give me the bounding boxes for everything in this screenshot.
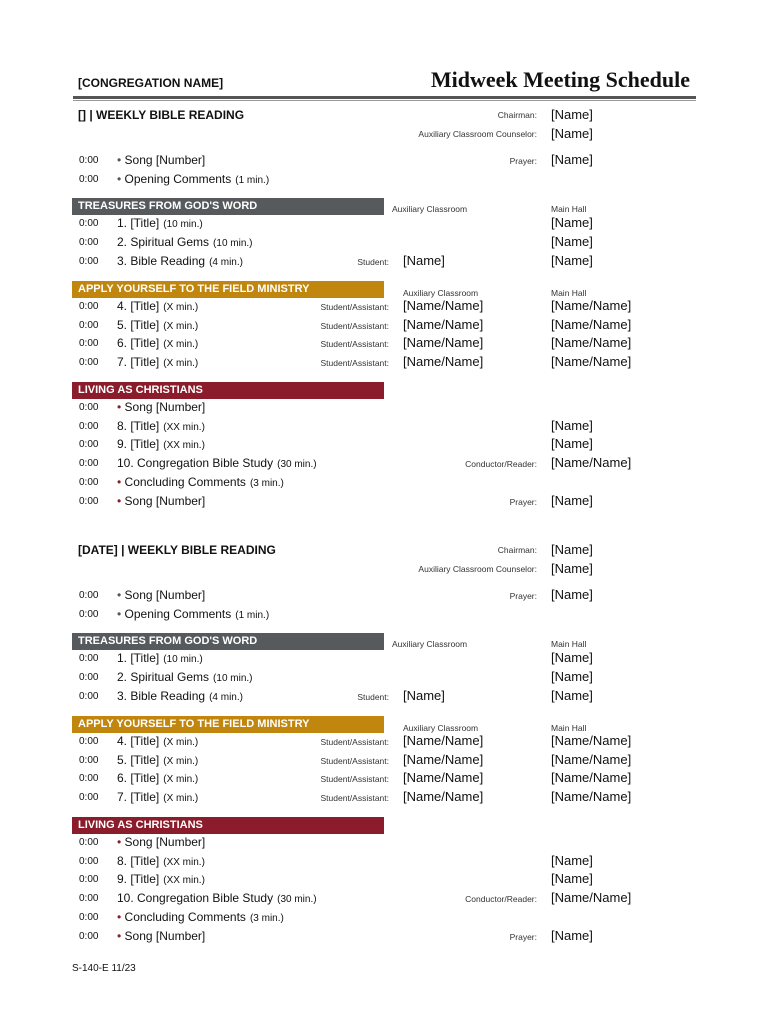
student-label: Student: [357, 692, 389, 702]
item-time: 0:00 [79, 855, 99, 867]
item-time: 0:00 [79, 736, 99, 747]
col-aux-classroom: Auxiliary Classroom [392, 204, 468, 214]
col-main-hall: Main Hall [551, 723, 587, 733]
list-item [0, 254, 768, 273]
item-time: 0:00 [79, 357, 99, 369]
list-item [0, 299, 768, 318]
item-title [117, 172, 269, 186]
item-title [117, 771, 198, 785]
role-label: Conductor/Reader: [465, 459, 537, 470]
aux-name: [Name/Name] [403, 316, 484, 332]
congregation-name: [CONGREGATION NAME] [78, 76, 224, 90]
item-duration: (3 min.) [249, 477, 284, 489]
chairman-name: [Name] [551, 107, 593, 122]
col-aux-classroom: Auxiliary Classroom [392, 639, 468, 649]
item-time: 0:00 [79, 458, 99, 470]
item-title [117, 475, 284, 489]
item-text: 2. Spiritual Gems [117, 235, 210, 249]
list-item [0, 318, 768, 337]
list-item [0, 689, 768, 708]
item-time: 0:00 [79, 609, 99, 620]
list-item [0, 607, 768, 626]
student-assistant-label: Student/Assistant: [320, 793, 389, 804]
aux-name: [Name/Name] [403, 733, 484, 748]
item-time: 0:00 [79, 930, 99, 942]
section-bar-ministry: APPLY YOURSELF TO THE FIELD MINISTRY [72, 716, 384, 733]
list-item [0, 929, 768, 948]
item-duration: (XX min.) [163, 421, 205, 433]
aux-name: [Name/Name] [403, 789, 484, 805]
item-text: Concluding Comments [124, 474, 246, 489]
item-duration: (X min.) [163, 358, 199, 370]
role-label: Prayer: [509, 496, 537, 507]
item-title [117, 318, 198, 332]
list-item [0, 475, 768, 494]
item-time: 0:00 [79, 301, 99, 312]
list-item [0, 235, 768, 254]
item-text: Opening Comments [124, 172, 232, 186]
item-time: 0:00 [79, 155, 99, 166]
page-title: Midweek Meeting Schedule [430, 67, 690, 92]
main-name: [Name] [551, 253, 593, 268]
main-name: [Name] [551, 650, 593, 665]
item-time: 0:00 [79, 874, 99, 886]
bullet-icon: • [117, 400, 125, 414]
item-duration: (4 min.) [209, 692, 243, 703]
item-time: 0:00 [79, 218, 99, 229]
item-duration: (10 min.) [163, 219, 203, 230]
item-time: 0:00 [79, 837, 99, 848]
aux-name: [Name/Name] [403, 770, 484, 786]
item-time: 0:00 [79, 174, 99, 185]
item-duration: (3 min.) [249, 912, 284, 924]
list-item [0, 153, 768, 172]
item-text: 5. [Title] [117, 317, 160, 332]
item-text: 9. [Title] [117, 872, 160, 887]
aux-name: [Name] [403, 253, 445, 268]
student-assistant-label: Student/Assistant: [320, 774, 389, 785]
counselor-label: Auxiliary Classroom Counselor: [418, 129, 537, 139]
list-item [0, 419, 768, 438]
list-item [0, 336, 768, 355]
item-title [117, 734, 198, 748]
bullet-icon: • [117, 909, 125, 924]
item-title [117, 216, 203, 230]
list-item [0, 172, 768, 191]
item-text: Opening Comments [124, 607, 232, 621]
aux-name: [Name/Name] [403, 298, 484, 313]
item-time: 0:00 [79, 653, 99, 664]
list-item [0, 771, 768, 790]
item-text: Concluding Comments [124, 909, 246, 924]
item-text: 8. [Title] [117, 853, 160, 868]
item-time: 0:00 [79, 420, 99, 432]
main-name: [Name] [551, 669, 593, 684]
main-name: [Name/Name] [551, 316, 632, 332]
bullet-icon: • [117, 474, 125, 489]
bullet-icon: • [117, 588, 125, 602]
item-title [117, 670, 253, 684]
item-duration: (XX min.) [163, 875, 205, 887]
item-text: 4. [Title] [117, 734, 160, 748]
item-time: 0:00 [79, 754, 99, 766]
list-item [0, 835, 768, 854]
chairman-label: Chairman: [497, 545, 537, 555]
main-name: [Name/Name] [551, 751, 632, 767]
week-heading: [] | WEEKLY BIBLE READING [78, 108, 245, 122]
item-text: Song [Number] [124, 928, 206, 943]
item-title [117, 872, 205, 886]
list-item [0, 670, 768, 689]
item-time: 0:00 [79, 773, 99, 785]
item-duration: (X min.) [163, 302, 199, 313]
item-title [117, 753, 198, 767]
item-text: 6. [Title] [117, 771, 160, 786]
main-name: [Name/Name] [551, 733, 632, 748]
item-duration: (X min.) [163, 755, 199, 767]
item-title [117, 651, 203, 665]
prayer-label: Prayer: [509, 156, 537, 166]
main-name: [Name/Name] [551, 455, 632, 471]
item-text: 9. [Title] [117, 437, 160, 452]
item-time: 0:00 [79, 590, 99, 601]
item-title [117, 235, 253, 249]
bullet-icon: • [117, 835, 125, 849]
counselor-label: Auxiliary Classroom Counselor: [418, 564, 537, 574]
item-title [117, 588, 205, 602]
main-name: [Name] [551, 417, 593, 433]
item-time: 0:00 [79, 672, 99, 683]
item-title [117, 607, 269, 621]
prayer-name: [Name] [551, 152, 593, 167]
main-name: [Name] [551, 215, 593, 230]
list-item [0, 910, 768, 929]
list-item [0, 790, 768, 809]
item-duration: (10 min.) [163, 654, 203, 665]
bullet-icon: • [117, 153, 125, 167]
main-name: [Name] [551, 688, 593, 703]
item-duration: (X min.) [163, 793, 199, 805]
col-main-hall: Main Hall [551, 639, 587, 649]
col-main-hall: Main Hall [551, 204, 587, 214]
item-text: 5. [Title] [117, 752, 160, 767]
student-assistant-label: Student/Assistant: [320, 755, 389, 766]
item-duration: (4 min.) [209, 257, 243, 268]
bullet-icon: • [117, 172, 125, 186]
item-time: 0:00 [79, 893, 99, 905]
list-item [0, 400, 768, 419]
list-item [0, 588, 768, 607]
item-duration: (10 min.) [213, 673, 253, 684]
item-title [117, 929, 205, 943]
item-title [117, 355, 198, 369]
item-title [117, 494, 205, 508]
list-item [0, 891, 768, 910]
section-bar-treasures: TREASURES FROM GOD'S WORD [72, 633, 384, 650]
student-assistant-label: Student/Assistant: [320, 737, 389, 747]
list-item [0, 355, 768, 374]
main-name: [Name] [551, 927, 593, 943]
item-duration: (30 min.) [277, 459, 317, 471]
role-label: Prayer: [509, 931, 537, 942]
list-item [0, 734, 768, 753]
col-main-hall: Main Hall [551, 288, 587, 298]
item-text: 8. [Title] [117, 418, 160, 433]
item-time: 0:00 [79, 338, 99, 350]
item-text: Song [Number] [124, 400, 206, 414]
main-name: [Name/Name] [551, 890, 632, 906]
item-title [117, 299, 198, 313]
item-title [117, 910, 284, 924]
item-duration: (1 min.) [235, 610, 270, 621]
main-name: [Name/Name] [551, 335, 632, 351]
aux-name: [Name/Name] [403, 335, 484, 351]
item-duration: (X min.) [163, 774, 199, 786]
item-title [117, 854, 205, 868]
item-text: 10. Congregation Bible Study [117, 891, 274, 906]
item-text: 6. [Title] [117, 336, 160, 351]
item-duration: (30 min.) [277, 894, 317, 906]
bullet-icon: • [117, 493, 125, 508]
item-title [117, 689, 243, 703]
list-item [0, 872, 768, 891]
list-item [0, 216, 768, 235]
student-assistant-label: Student/Assistant: [320, 358, 389, 369]
item-duration: (1 min.) [235, 175, 270, 186]
section-bar-ministry: APPLY YOURSELF TO THE FIELD MINISTRY [72, 281, 384, 298]
main-name: [Name/Name] [551, 789, 632, 805]
item-title [117, 254, 243, 268]
bullet-icon: • [117, 928, 125, 943]
item-text: 3. Bible Reading [117, 254, 206, 268]
item-duration: (X min.) [163, 339, 199, 351]
student-assistant-label: Student/Assistant: [320, 302, 389, 312]
main-name: [Name/Name] [551, 354, 632, 370]
section-bar-treasures: TREASURES FROM GOD'S WORD [72, 198, 384, 215]
item-duration: (10 min.) [213, 238, 253, 249]
section-bar-living: LIVING AS CHRISTIANS [72, 817, 384, 834]
student-assistant-label: Student/Assistant: [320, 320, 389, 331]
main-name: [Name] [551, 871, 593, 887]
item-text: 1. [Title] [117, 216, 160, 230]
main-name: [Name/Name] [551, 298, 632, 313]
col-aux-classroom: Auxiliary Classroom [403, 723, 479, 733]
item-title [117, 456, 317, 470]
main-name: [Name] [551, 492, 593, 508]
chairman-name: [Name] [551, 542, 593, 557]
item-text: Song [Number] [124, 153, 206, 167]
item-title [117, 790, 198, 804]
list-item [0, 753, 768, 772]
item-time: 0:00 [79, 237, 99, 248]
list-item [0, 854, 768, 873]
aux-name: [Name/Name] [403, 751, 484, 767]
item-title [117, 336, 198, 350]
form-code: S-140-E 11/23 [72, 963, 136, 974]
student-assistant-label: Student/Assistant: [320, 339, 389, 350]
item-text: 1. [Title] [117, 651, 160, 665]
role-label: Conductor/Reader: [465, 894, 537, 905]
item-time: 0:00 [79, 256, 99, 267]
bullet-icon: • [117, 607, 125, 621]
item-title [117, 419, 205, 433]
item-time: 0:00 [79, 691, 99, 702]
item-title [117, 835, 205, 849]
prayer-label: Prayer: [509, 591, 537, 601]
counselor-name: [Name] [551, 561, 593, 576]
main-name: [Name/Name] [551, 770, 632, 786]
list-item [0, 437, 768, 456]
item-text: 7. [Title] [117, 790, 160, 805]
aux-name: [Name] [403, 688, 445, 703]
item-title [117, 153, 205, 167]
item-time: 0:00 [79, 476, 99, 488]
item-text: 2. Spiritual Gems [117, 670, 210, 684]
item-title [117, 400, 205, 414]
item-duration: (XX min.) [163, 440, 205, 452]
section-bar-living: LIVING AS CHRISTIANS [72, 382, 384, 399]
item-text: Song [Number] [124, 493, 206, 508]
item-text: 3. Bible Reading [117, 689, 206, 703]
item-duration: (XX min.) [163, 856, 205, 868]
item-time: 0:00 [79, 402, 99, 413]
item-time: 0:00 [79, 495, 99, 507]
week-heading: [DATE] | WEEKLY BIBLE READING [78, 543, 276, 557]
list-item [0, 651, 768, 670]
main-name: [Name] [551, 852, 593, 868]
student-label: Student: [357, 257, 389, 267]
prayer-name: [Name] [551, 587, 593, 602]
item-title [117, 891, 317, 905]
aux-name: [Name/Name] [403, 354, 484, 370]
col-aux-classroom: Auxiliary Classroom [403, 288, 479, 298]
item-time: 0:00 [79, 911, 99, 923]
chairman-label: Chairman: [497, 110, 537, 120]
item-time: 0:00 [79, 319, 99, 331]
item-text: 10. Congregation Bible Study [117, 456, 274, 471]
item-time: 0:00 [79, 792, 99, 804]
header-rule [73, 96, 696, 99]
item-time: 0:00 [79, 439, 99, 451]
header-rule-thin [73, 100, 696, 101]
item-text: Song [Number] [124, 835, 206, 849]
item-text: 4. [Title] [117, 299, 160, 313]
item-duration: (X min.) [163, 737, 199, 748]
main-name: [Name] [551, 234, 593, 249]
list-item [0, 456, 768, 475]
item-text: 7. [Title] [117, 355, 160, 370]
item-title [117, 437, 205, 451]
item-text: Song [Number] [124, 588, 206, 602]
main-name: [Name] [551, 436, 593, 452]
item-duration: (X min.) [163, 320, 199, 332]
list-item [0, 494, 768, 513]
counselor-name: [Name] [551, 126, 593, 141]
